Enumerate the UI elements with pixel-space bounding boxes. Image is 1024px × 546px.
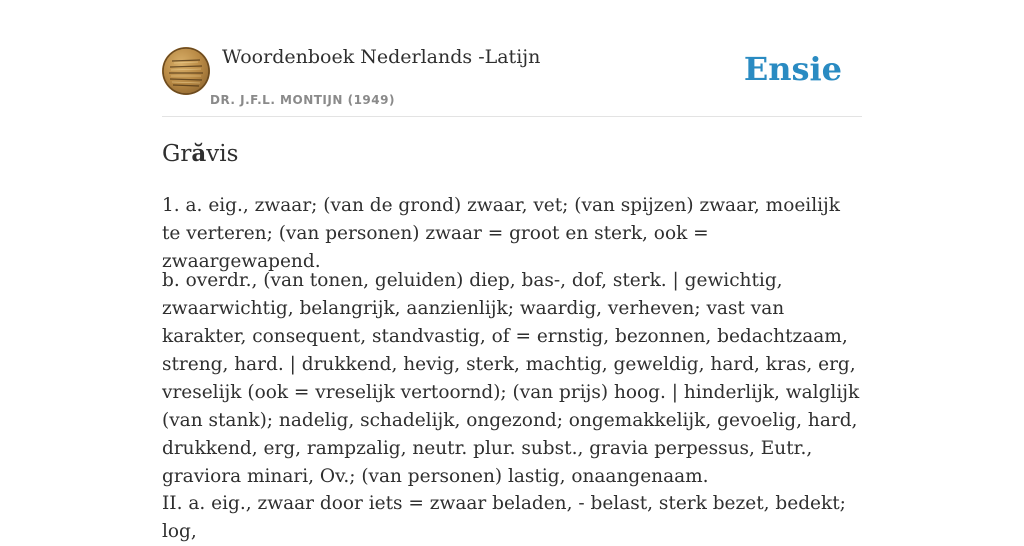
headword-marked-letter: ă — [191, 140, 207, 167]
headword-start: Gr — [162, 141, 192, 167]
coin-logo-graphic — [162, 47, 210, 95]
site-header — [162, 40, 862, 117]
entry-headword — [162, 140, 238, 167]
coin-logo-icon[interactable] — [162, 47, 210, 95]
definition-paragraph-2: b. overdr., (van tonen, geluiden) diep, bas-, dof, sterk. | gewichtig, zwaarwichtig, belangrijk, aanzienlijk; waardig, verheven; vast van karakter, consequent, standvastig, of = ernstig, bezonnen, bedachtzaam, streng, hard. | drukkend, hevig, sterk, machtig, geweldig, hard, kras, erg, vreselijk (ook = vreselijk vertoornd); (van prijs) hoog. | hinderlijk, walglijk (van stank); nadelig, schadelijk, ongezond; ongemakkelijk, gevoelig, hard, drukkend, erg, rampzalig, neutr. plur. subst., gravia perpessus, Eutr., graviora minari, Ov.; (van personen) lastig, onaangenaam. — [162, 270, 860, 487]
definition-paragraph-3: II. a. eig., zwaar door iets = zwaar beladen, - belast, sterk bezet, bedekt; log, — [162, 493, 846, 542]
definition-paragraph-1: 1. a. eig., zwaar; (van de grond) zwaar, vet; (van spijzen) zwaar, moeilijk te verteren; (van personen) zwaar = groot en sterk, ook = zwaargewapend. — [162, 195, 841, 272]
book-title[interactable]: Woordenboek Nederlands -Latijn — [222, 46, 541, 68]
author-line: DR. J.F.L. MONTIJN (1949) — [210, 93, 395, 107]
ensie-brand-logo[interactable]: Ensie — [743, 50, 842, 88]
headword-end: vis — [206, 141, 239, 167]
